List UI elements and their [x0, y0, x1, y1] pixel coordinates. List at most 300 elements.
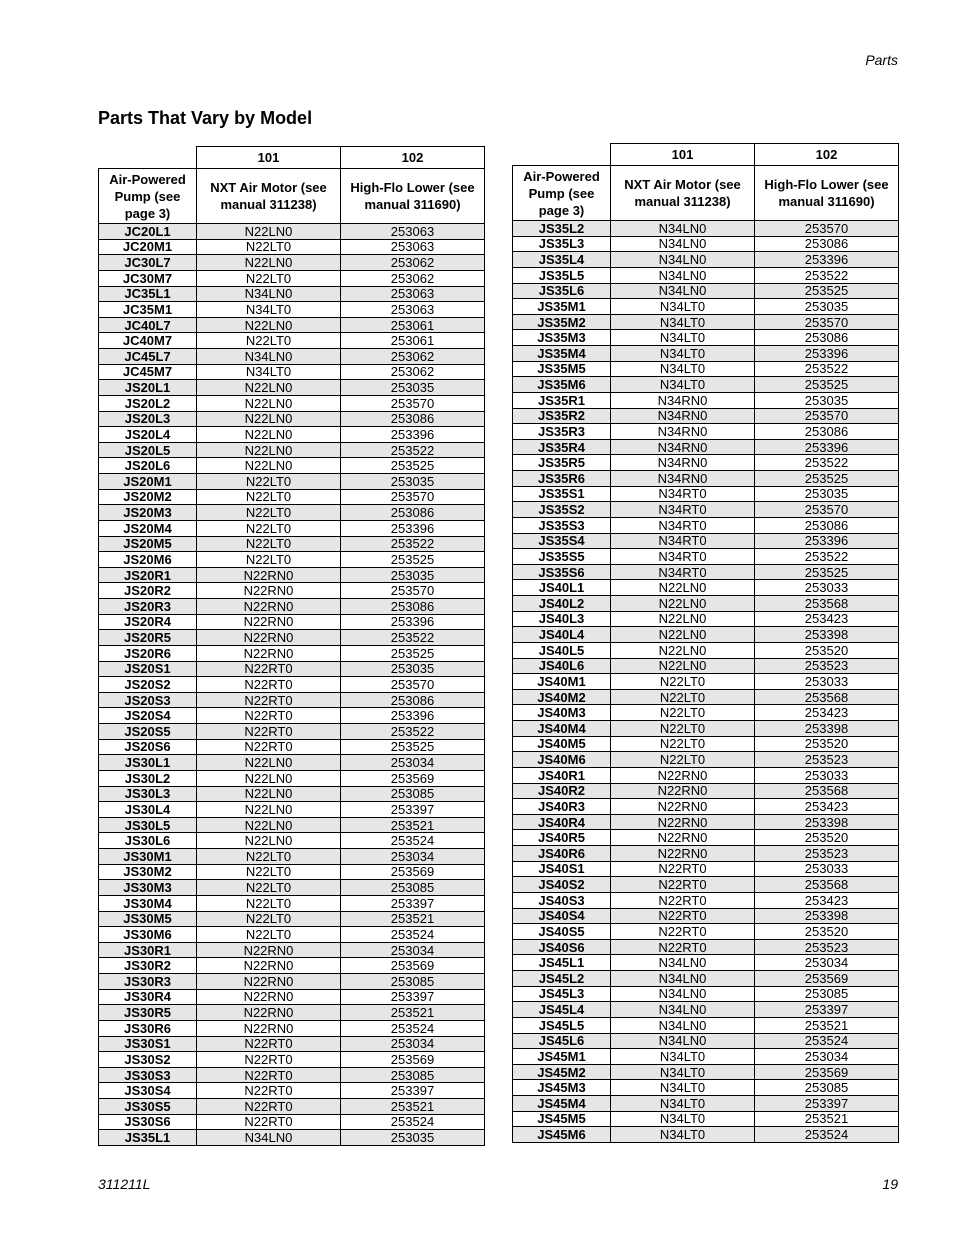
- parts-table-left: [98, 146, 485, 1146]
- document-number: 311211L: [98, 1176, 151, 1192]
- table-row: [99, 911, 485, 927]
- lower-cell: 253522: [755, 455, 899, 471]
- lower-cell: 253034: [341, 1036, 485, 1052]
- blank-cell: [513, 144, 611, 166]
- air-motor-cell: N22LT0: [197, 911, 341, 927]
- lower-cell: 253085: [755, 1080, 899, 1096]
- pump-model-cell: JS40S5: [513, 924, 611, 940]
- air-motor-cell: N22RT0: [611, 877, 755, 893]
- lower-cell: 253570: [755, 408, 899, 424]
- pump-model-cell: JC45M7: [99, 364, 197, 380]
- pump-model-cell: JS30R1: [99, 942, 197, 958]
- air-motor-cell: N22LT0: [197, 552, 341, 568]
- table-row: [513, 1033, 899, 1049]
- air-motor-cell: N22LT0: [197, 505, 341, 521]
- air-motor-cell: N22RN0: [197, 958, 341, 974]
- lower-cell: 253033: [755, 861, 899, 877]
- pump-model-cell: JS20S1: [99, 661, 197, 677]
- table-row: [99, 599, 485, 615]
- pump-model-cell: JS20R5: [99, 630, 197, 646]
- air-motor-cell: N22LN0: [197, 802, 341, 818]
- pump-model-cell: JS35S5: [513, 549, 611, 565]
- table-row: [513, 471, 899, 487]
- pump-model-cell: JS35M4: [513, 346, 611, 362]
- table-row: [513, 705, 899, 721]
- air-motor-cell: N34LN0: [611, 283, 755, 299]
- lower-cell: 253396: [341, 520, 485, 536]
- lower-cell: 253062: [341, 349, 485, 365]
- air-motor-cell: N22LN0: [197, 817, 341, 833]
- lower-cell: 253086: [755, 330, 899, 346]
- air-motor-cell: N22RN0: [197, 989, 341, 1005]
- air-motor-cell: N34RT0: [611, 502, 755, 518]
- air-motor-cell: N34RT0: [611, 486, 755, 502]
- pump-model-cell: JS30M3: [99, 880, 197, 896]
- lower-cell: 253523: [755, 752, 899, 768]
- pump-model-cell: JS40R1: [513, 767, 611, 783]
- table-row: [99, 395, 485, 411]
- lower-cell: 253396: [755, 439, 899, 455]
- table-row: [99, 333, 485, 349]
- lower-cell: 253085: [341, 880, 485, 896]
- pump-model-cell: JS40R3: [513, 799, 611, 815]
- pump-model-cell: JS35S1: [513, 486, 611, 502]
- pump-model-cell: JS20L4: [99, 427, 197, 443]
- air-motor-cell: N34LN0: [197, 1130, 341, 1146]
- table-row: [99, 614, 485, 630]
- table-row: [513, 1017, 899, 1033]
- lower-cell: 253570: [341, 677, 485, 693]
- pump-model-cell: JS35M2: [513, 314, 611, 330]
- table-row: [513, 486, 899, 502]
- table-row: [513, 549, 899, 565]
- air-motor-cell: N34RN0: [611, 424, 755, 440]
- lower-cell: 253035: [341, 1130, 485, 1146]
- table-row: [513, 674, 899, 690]
- lower-cell: 253398: [755, 721, 899, 737]
- air-motor-cell: N22LT0: [197, 333, 341, 349]
- lower-cell: 253570: [755, 221, 899, 237]
- blank-cell: [99, 147, 197, 169]
- pump-model-cell: JS30R5: [99, 1005, 197, 1021]
- table-row: [513, 908, 899, 924]
- lower-cell: 253525: [755, 471, 899, 487]
- air-motor-cell: N22RT0: [611, 924, 755, 940]
- pump-model-cell: JC45L7: [99, 349, 197, 365]
- lower-cell: 253086: [341, 411, 485, 427]
- lower-cell: 253423: [755, 611, 899, 627]
- table-row: [99, 380, 485, 396]
- air-motor-cell: N34LT0: [611, 299, 755, 315]
- air-motor-cell: N34RT0: [611, 549, 755, 565]
- lower-cell: 253063: [341, 286, 485, 302]
- air-motor-cell: N22RN0: [611, 830, 755, 846]
- air-motor-cell: N34LT0: [611, 1111, 755, 1127]
- air-motor-cell: N22LN0: [197, 755, 341, 771]
- lower-cell: 253525: [755, 564, 899, 580]
- lower-cell: 253521: [341, 911, 485, 927]
- lower-cell: 253035: [341, 567, 485, 583]
- table-row: [99, 895, 485, 911]
- pump-model-cell: JS40M1: [513, 674, 611, 690]
- pump-model-cell: JS20L2: [99, 395, 197, 411]
- pump-model-cell: JS30L2: [99, 770, 197, 786]
- table-row: [513, 314, 899, 330]
- air-motor-cell: N34RT0: [611, 564, 755, 580]
- air-motor-cell: N22RT0: [197, 692, 341, 708]
- air-motor-cell: N22LN0: [611, 627, 755, 643]
- lower-cell: 253033: [755, 580, 899, 596]
- table-row: [513, 252, 899, 268]
- table-row: [513, 955, 899, 971]
- pump-model-cell: JS45L6: [513, 1033, 611, 1049]
- table-row: [513, 424, 899, 440]
- pump-model-cell: JS20M5: [99, 536, 197, 552]
- table-row: [99, 817, 485, 833]
- table-row: [99, 552, 485, 568]
- air-motor-cell: N34LT0: [611, 377, 755, 393]
- lower-cell: 253568: [755, 783, 899, 799]
- pump-model-cell: JS45M3: [513, 1080, 611, 1096]
- lower-cell: 253569: [341, 864, 485, 880]
- lower-cell: 253063: [341, 239, 485, 255]
- air-motor-cell: N22LT0: [197, 270, 341, 286]
- air-motor-cell: N34LN0: [611, 986, 755, 1002]
- pump-model-cell: JS20M4: [99, 520, 197, 536]
- air-motor-cell: N22LT0: [197, 474, 341, 490]
- air-motor-cell: N22LT0: [611, 736, 755, 752]
- air-motor-cell: N34LN0: [611, 955, 755, 971]
- table-row: [513, 736, 899, 752]
- air-motor-cell: N22LT0: [197, 239, 341, 255]
- pump-model-cell: JS40L1: [513, 580, 611, 596]
- pump-model-cell: JS45M5: [513, 1111, 611, 1127]
- ref-101-cell: 101: [611, 144, 755, 166]
- lower-cell: 253061: [341, 317, 485, 333]
- air-motor-cell: N34RN0: [611, 439, 755, 455]
- lower-cell: 253524: [341, 833, 485, 849]
- lower-cell: 253523: [755, 658, 899, 674]
- table-row: [513, 236, 899, 252]
- air-motor-cell: N34LN0: [611, 1033, 755, 1049]
- table-row: [513, 580, 899, 596]
- pump-model-cell: JC20M1: [99, 239, 197, 255]
- air-motor-cell: N34RN0: [611, 471, 755, 487]
- pump-model-cell: JS40M6: [513, 752, 611, 768]
- lower-cell: 253525: [341, 739, 485, 755]
- pump-model-cell: JC40M7: [99, 333, 197, 349]
- pump-model-cell: JS40R6: [513, 846, 611, 862]
- air-motor-cell: N34LT0: [611, 330, 755, 346]
- table-row: [99, 677, 485, 693]
- table-row: [513, 799, 899, 815]
- air-motor-cell: N22LN0: [197, 224, 341, 240]
- pump-model-cell: JS35M6: [513, 377, 611, 393]
- table-row: [99, 364, 485, 380]
- lower-cell: 253570: [341, 583, 485, 599]
- lower-cell: 253396: [755, 252, 899, 268]
- pump-model-cell: JS30S2: [99, 1052, 197, 1068]
- pump-model-cell: JS40S1: [513, 861, 611, 877]
- pump-model-cell: JS20R4: [99, 614, 197, 630]
- lower-cell: 253522: [341, 724, 485, 740]
- lower-cell: 253521: [341, 1099, 485, 1115]
- lower-cell: 253568: [755, 877, 899, 893]
- table-row: [513, 439, 899, 455]
- air-motor-cell: N34LT0: [611, 1064, 755, 1080]
- pump-model-cell: JS30S3: [99, 1067, 197, 1083]
- lower-cell: 253397: [341, 895, 485, 911]
- pump-model-cell: JS40M4: [513, 721, 611, 737]
- parts-table-right: [512, 143, 899, 1143]
- air-motor-cell: N34RN0: [611, 392, 755, 408]
- lower-cell: 253062: [341, 255, 485, 271]
- air-motor-cell: N22RN0: [197, 630, 341, 646]
- table-row: [99, 770, 485, 786]
- air-motor-cell: N22RN0: [611, 846, 755, 862]
- table-row: [513, 1127, 899, 1143]
- pump-model-cell: JS40S3: [513, 892, 611, 908]
- table-row: [513, 939, 899, 955]
- lower-cell: 253570: [755, 502, 899, 518]
- table-row: [513, 1111, 899, 1127]
- lower-cell: 253062: [341, 364, 485, 380]
- air-motor-cell: N22LT0: [197, 895, 341, 911]
- lower-cell: 253570: [341, 395, 485, 411]
- air-motor-cell: N22RT0: [197, 1114, 341, 1130]
- air-motor-cell: N22LT0: [197, 489, 341, 505]
- table-row: [99, 536, 485, 552]
- pump-model-cell: JS45L5: [513, 1017, 611, 1033]
- pump-model-cell: JS20S2: [99, 677, 197, 693]
- pump-model-cell: JS30M1: [99, 849, 197, 865]
- pump-model-cell: JS20S6: [99, 739, 197, 755]
- lower-cell: 253520: [755, 924, 899, 940]
- lower-cell: 253521: [341, 817, 485, 833]
- pump-model-cell: JS35L4: [513, 252, 611, 268]
- table-row: [513, 1096, 899, 1112]
- table-row: [99, 255, 485, 271]
- table-body: [99, 224, 485, 1146]
- air-motor-cell: N22RT0: [197, 661, 341, 677]
- pump-model-cell: JS40L2: [513, 596, 611, 612]
- table-row: [99, 739, 485, 755]
- pump-model-cell: JS30S5: [99, 1099, 197, 1115]
- lower-cell: 253085: [755, 986, 899, 1002]
- pump-model-cell: JS35M1: [513, 299, 611, 315]
- pump-model-cell: JS35L6: [513, 283, 611, 299]
- lower-cell: 253568: [755, 689, 899, 705]
- pump-model-cell: JS20L3: [99, 411, 197, 427]
- pump-model-cell: JS40L4: [513, 627, 611, 643]
- air-motor-cell: N22RT0: [611, 908, 755, 924]
- lower-cell: 253525: [341, 552, 485, 568]
- pump-model-cell: JS30L3: [99, 786, 197, 802]
- lower-cell: 253522: [341, 630, 485, 646]
- air-motor-cell: N22RT0: [197, 1067, 341, 1083]
- table-row: [513, 564, 899, 580]
- page-number: 19: [882, 1176, 898, 1192]
- lower-cell: 253035: [341, 661, 485, 677]
- pump-model-cell: JS35M5: [513, 361, 611, 377]
- air-motor-cell: N34LN0: [197, 286, 341, 302]
- table-row: [99, 1099, 485, 1115]
- air-motor-cell: N22LN0: [197, 317, 341, 333]
- lower-cell: 253034: [755, 1049, 899, 1065]
- lower-column-header: High-Flo Lower (see manual 311690): [755, 166, 899, 221]
- air-motor-cell: N34LN0: [611, 252, 755, 268]
- lower-cell: 253398: [755, 814, 899, 830]
- table-row: [513, 861, 899, 877]
- air-motor-cell: N22RN0: [611, 783, 755, 799]
- air-motor-cell: N22RN0: [197, 1005, 341, 1021]
- air-motor-cell: N22LN0: [611, 658, 755, 674]
- air-motor-cell: N22LT0: [611, 752, 755, 768]
- table-row: [99, 942, 485, 958]
- lower-cell: 253423: [755, 799, 899, 815]
- air-motor-cell: N34LN0: [611, 221, 755, 237]
- air-motor-cell: N34LN0: [611, 236, 755, 252]
- air-motor-cell: N34LN0: [611, 1002, 755, 1018]
- table-row: [99, 1036, 485, 1052]
- lower-cell: 253063: [341, 224, 485, 240]
- lower-cell: 253524: [341, 927, 485, 943]
- pump-model-cell: JS20R6: [99, 645, 197, 661]
- table-row: [99, 520, 485, 536]
- pump-column-header: Air-Powered Pump (see page 3): [513, 166, 611, 221]
- pump-model-cell: JS30S4: [99, 1083, 197, 1099]
- lower-cell: 253521: [755, 1017, 899, 1033]
- pump-model-cell: JS30L4: [99, 802, 197, 818]
- lower-cell: 253035: [341, 474, 485, 490]
- air-motor-column-header: NXT Air Motor (see manual 311238): [611, 166, 755, 221]
- air-motor-cell: N22RN0: [197, 599, 341, 615]
- lower-cell: 253396: [341, 614, 485, 630]
- table-row: [99, 927, 485, 943]
- pump-model-cell: JS40L6: [513, 658, 611, 674]
- air-motor-cell: N22RT0: [197, 1083, 341, 1099]
- pump-model-cell: JS35S3: [513, 517, 611, 533]
- lower-cell: 253397: [341, 1083, 485, 1099]
- table-row: [99, 1114, 485, 1130]
- air-motor-cell: N22LT0: [197, 536, 341, 552]
- pump-model-cell: JS20S5: [99, 724, 197, 740]
- lower-cell: 253034: [341, 755, 485, 771]
- lower-cell: 253423: [755, 705, 899, 721]
- lower-cell: 253524: [341, 1114, 485, 1130]
- table-row: [99, 583, 485, 599]
- lower-cell: 253033: [755, 674, 899, 690]
- air-motor-cell: N22RN0: [197, 942, 341, 958]
- pump-model-cell: JS30L1: [99, 755, 197, 771]
- pump-model-cell: JC35L1: [99, 286, 197, 302]
- pump-model-cell: JS20M1: [99, 474, 197, 490]
- air-motor-column-header: NXT Air Motor (see manual 311238): [197, 169, 341, 224]
- pump-model-cell: JS40M2: [513, 689, 611, 705]
- pump-model-cell: JS30S6: [99, 1114, 197, 1130]
- pump-model-cell: JS40S4: [513, 908, 611, 924]
- table-row: [99, 442, 485, 458]
- air-motor-cell: N34LN0: [611, 971, 755, 987]
- air-motor-cell: N34LT0: [611, 1127, 755, 1143]
- table-row: [513, 330, 899, 346]
- lower-cell: 253525: [341, 458, 485, 474]
- air-motor-cell: N22RT0: [197, 724, 341, 740]
- table-row: [99, 489, 485, 505]
- pump-model-cell: JS20M6: [99, 552, 197, 568]
- pump-model-cell: JC20L1: [99, 224, 197, 240]
- air-motor-cell: N22LN0: [197, 770, 341, 786]
- pump-model-cell: JS45L3: [513, 986, 611, 1002]
- air-motor-cell: N22RT0: [197, 1052, 341, 1068]
- pump-model-cell: JS35R2: [513, 408, 611, 424]
- table-row: [99, 1067, 485, 1083]
- table-row: [99, 989, 485, 1005]
- table-row: [99, 974, 485, 990]
- pump-model-cell: JS20S3: [99, 692, 197, 708]
- lower-cell: 253086: [755, 236, 899, 252]
- lower-cell: 253523: [755, 939, 899, 955]
- pump-model-cell: JS30M2: [99, 864, 197, 880]
- pump-model-cell: JS20L6: [99, 458, 197, 474]
- table-row: [99, 708, 485, 724]
- air-motor-cell: N22RN0: [611, 767, 755, 783]
- air-motor-cell: N22RN0: [197, 583, 341, 599]
- table-row: [513, 830, 899, 846]
- pump-model-cell: JS30S1: [99, 1036, 197, 1052]
- lower-cell: 253522: [755, 549, 899, 565]
- table-row: [99, 411, 485, 427]
- lower-cell: 253396: [755, 533, 899, 549]
- pump-model-cell: JS45L2: [513, 971, 611, 987]
- table-row: [513, 596, 899, 612]
- air-motor-cell: N22RT0: [197, 677, 341, 693]
- air-motor-cell: N22RT0: [197, 1099, 341, 1115]
- pump-model-cell: JS35L3: [513, 236, 611, 252]
- air-motor-cell: N22LN0: [611, 596, 755, 612]
- lower-cell: 253086: [341, 599, 485, 615]
- air-motor-cell: N22LN0: [197, 786, 341, 802]
- pump-model-cell: JC30M7: [99, 270, 197, 286]
- pump-model-cell: JS40R5: [513, 830, 611, 846]
- lower-cell: 253570: [755, 314, 899, 330]
- table-row: [513, 299, 899, 315]
- pump-model-cell: JS45L4: [513, 1002, 611, 1018]
- pump-model-cell: JS30R2: [99, 958, 197, 974]
- lower-cell: 253521: [755, 1111, 899, 1127]
- reference-number-row: [513, 144, 899, 166]
- table-row: [99, 270, 485, 286]
- table-row: [513, 642, 899, 658]
- lower-cell: 253398: [755, 908, 899, 924]
- air-motor-cell: N34LT0: [197, 364, 341, 380]
- lower-cell: 253085: [341, 974, 485, 990]
- air-motor-cell: N22LN0: [197, 411, 341, 427]
- table-row: [99, 630, 485, 646]
- table-row: [99, 1052, 485, 1068]
- table-row: [99, 458, 485, 474]
- pump-model-cell: JS35S4: [513, 533, 611, 549]
- lower-cell: 253396: [755, 346, 899, 362]
- pump-model-cell: JS35R1: [513, 392, 611, 408]
- lower-cell: 253569: [755, 1064, 899, 1080]
- table-row: [513, 455, 899, 471]
- table-row: [513, 1049, 899, 1065]
- table-row: [99, 1083, 485, 1099]
- pump-model-cell: JS40L5: [513, 642, 611, 658]
- pump-model-cell: JS35R6: [513, 471, 611, 487]
- lower-cell: 253063: [341, 302, 485, 318]
